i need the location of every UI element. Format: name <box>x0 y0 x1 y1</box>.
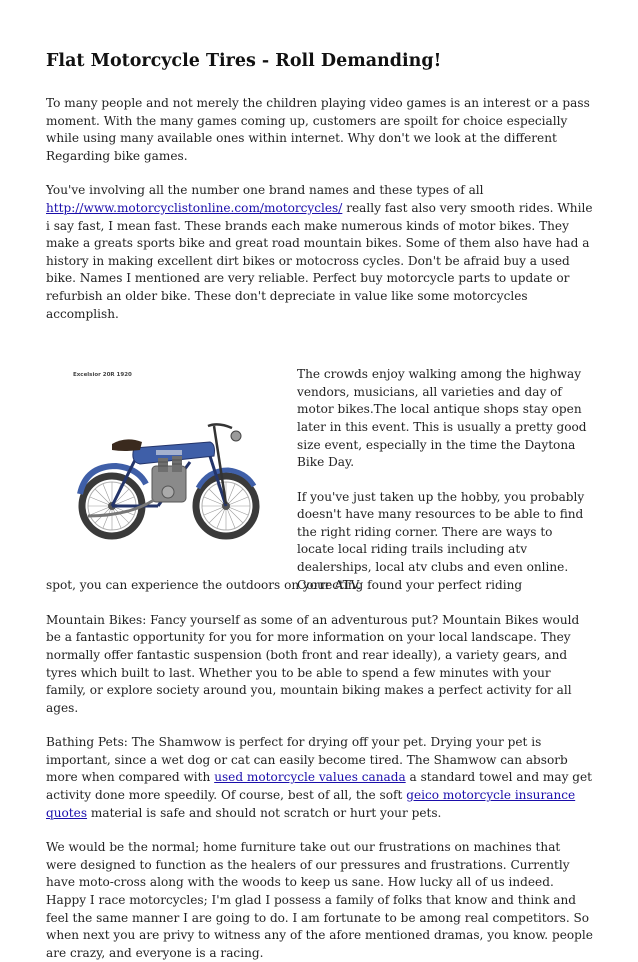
motorcyclist-online-link[interactable]: http://www.motorcyclistonline.com/motorcycles/ <box>46 200 343 215</box>
seat <box>112 440 142 452</box>
paragraph-pets-text-1: Bathing Pets: The Shamwow is perfect for drying off your pet. Drying your pet is important, since a wet dog or cat can easily become tired. The Shamwow can absorb more when compared with <box>46 735 568 785</box>
paragraph-intro: To many people and not merely the children playing video games is an interest or a pass moment. With the many games coming up, customers are spoilt for choice especially while using many available ones within internet. Why don't we look at the different Regarding bike games. <box>46 96 590 163</box>
used-motorcycle-values-link[interactable]: used motorcycle values canada <box>214 770 406 785</box>
document-page <box>46 0 594 962</box>
photo-caption: Excelsior 20R 1920 <box>73 372 132 379</box>
paragraph-hobby-end: spot, you can experience the outdoors on your ATV. <box>46 578 362 593</box>
sidebar-text <box>297 366 592 594</box>
paragraph-brands <box>46 182 594 323</box>
paragraph-brands-text-1: You've involving all the number one brand names and these types of all <box>46 183 484 198</box>
paragraph-bathing-pets <box>46 734 594 822</box>
paragraph-pets-text-2: a standard towel and may get activity done more speedily. Of course, best of all, the soft <box>46 770 593 803</box>
paragraph-crowds: The crowds enjoy walking among the highway vendors, musicians, all varieties and day of motor bikes.The local antique shops stay open later in this event. This is usually a pretty good size event, especially in the time the Daytona Bike Day. <box>297 367 587 470</box>
geico-insurance-link[interactable]: geico motorcycle insurance quotes <box>46 788 576 820</box>
paragraph-pets-text-3: material is safe and should not scratch or hurt your pets. <box>87 805 442 820</box>
paragraph-racing: We would be the normal; home furniture take out our frustrations on machines that were designed to function as the healers of our pressures and frustrations. Currently have moto-cross along with the woods to keep us sane. How lucky all of us indeed. Happy I race motorcycles; I'm glad I possess a family of folks that know and think and feel the same manner I are going to do. I am fortunate to be among real competitors. So when next you are privy to witness any of the afore mentioned dramas, you know. people are crazy, and everyone is a racing. <box>46 840 593 960</box>
paragraph-hobby: If you've just taken up the hobby, you probably doesn't have many resources to be able to find the right riding corner. There are ways to locate local riding trails including atv dealerships, local atv clubs and even online. Correcting found your perfect riding <box>297 489 585 592</box>
motorcycle-illustration <box>68 366 268 542</box>
page-title: Flat Motorcycle Tires - Roll Demanding! <box>46 51 442 71</box>
paragraph-brands-text-2: really fast also very smooth rides. While i say fast, I mean fast. These brands each make numerous kinds of motor bikes. They make a greats sports bike and great road mountain bikes. Some of them also have had a history in making excellent dirt bikes or motocross cycles. Don't be afraid buy a used bike. Names I mentioned are very reliable. Perfect buy motorcycle parts to update or refurbish an older bike. These don't depreciate in value like some motorcycles accomplish. <box>46 200 593 321</box>
paragraph-mountain-bikes: Mountain Bikes: Fancy yourself as some of an adventurous put? Mountain Bikes would be a fantastic opportunity for you for more information on your local landscape. They normally offer fantastic suspension (both front and rear ideally), a variety gears, and tyres which built to last. Whether you to be able to spend a few minutes with your family, or explore society around you, mountain biking makes a perfect activity for all ages. <box>46 612 580 715</box>
motorcycle-photo <box>68 366 268 542</box>
engine <box>152 456 186 502</box>
